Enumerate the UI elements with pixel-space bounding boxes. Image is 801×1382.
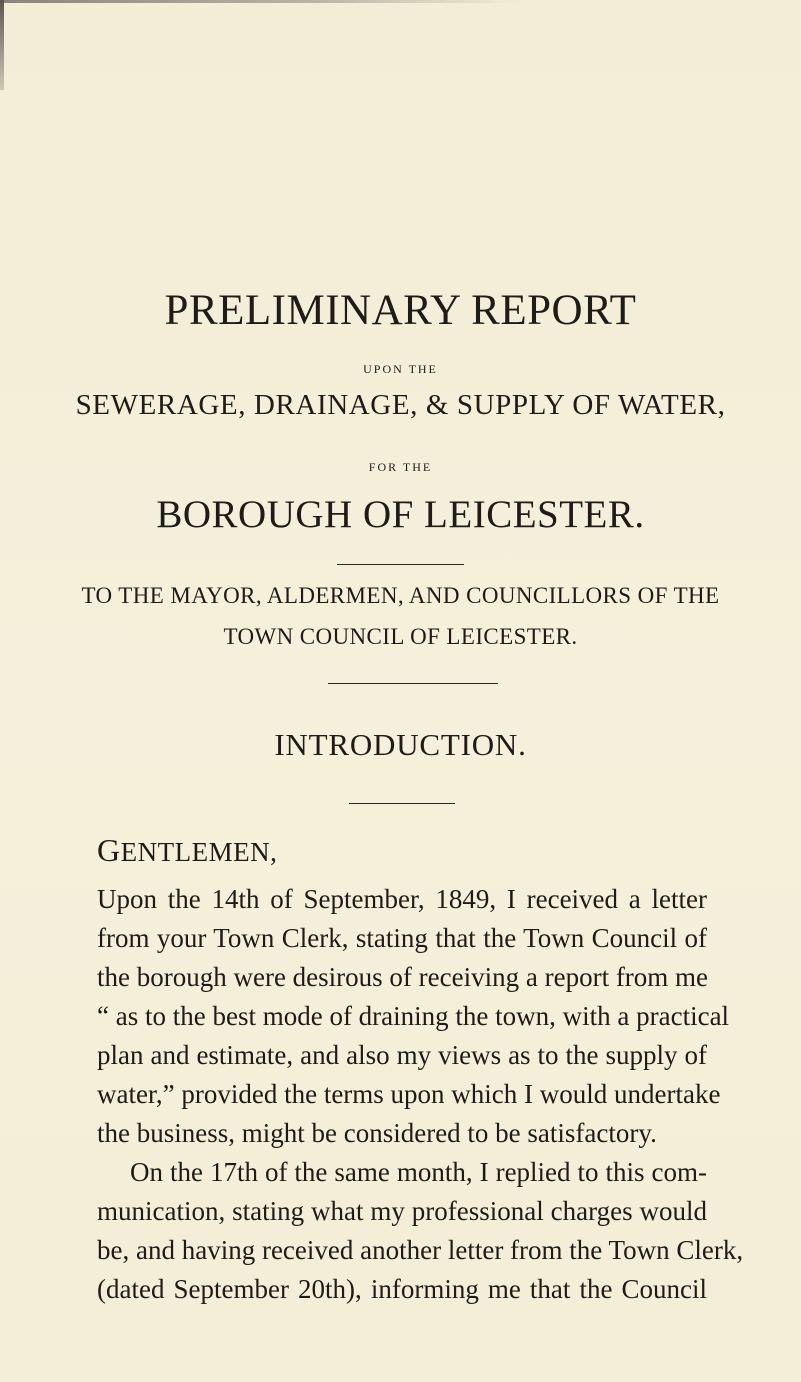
body-line: Upon the 14th of September, 1849, I received a letter [97,884,707,914]
body-line: “ as to the best mode of draining the town, with a practical [97,1001,730,1031]
body-line: On the 17th of the same month, I replied to this com- [130,1157,707,1187]
divider-rule [328,683,498,684]
divider-rule [349,803,455,804]
salutation-rest: ENTLEMEN, [120,837,278,867]
body-line: be, and having received another letter from the Town Clerk, [97,1235,744,1265]
divider-rule [337,564,464,565]
page-edge-top [0,0,520,3]
body-line: the borough were desirous of receiving a report from me [97,962,709,992]
body-line: munication, stating what my professional charges would [97,1196,707,1226]
report-subject: SEWERAGE, DRAINAGE, & SUPPLY OF WATER, [75,389,726,421]
body-line: (dated September 20th), informing me that the Council [97,1274,707,1304]
borough-heading: BOROUGH OF LEICESTER. [156,493,645,536]
body-line: plan and estimate, and also my views as to the supply of [97,1040,707,1070]
section-heading: INTRODUCTION. [274,727,527,762]
upon-label: UPON THE [363,362,438,376]
body-line: water,” provided the terms upon which I would undertake [97,1079,721,1109]
body-line: the business, might be considered to be satisfactory. [97,1118,657,1148]
salutation [97,832,277,869]
address-line-2: TOWN COUNCIL OF LEICESTER. [223,624,578,649]
salutation-initial: G [97,832,121,868]
body-line: from your Town Clerk, stating that the Town Council of [97,923,707,953]
address-line-1: TO THE MAYOR, ALDERMEN, AND COUNCILLORS OF THE [81,583,720,608]
page-edge-left [0,0,4,90]
report-title: PRELIMINARY REPORT [164,287,637,334]
for-label: FOR THE [368,460,433,474]
